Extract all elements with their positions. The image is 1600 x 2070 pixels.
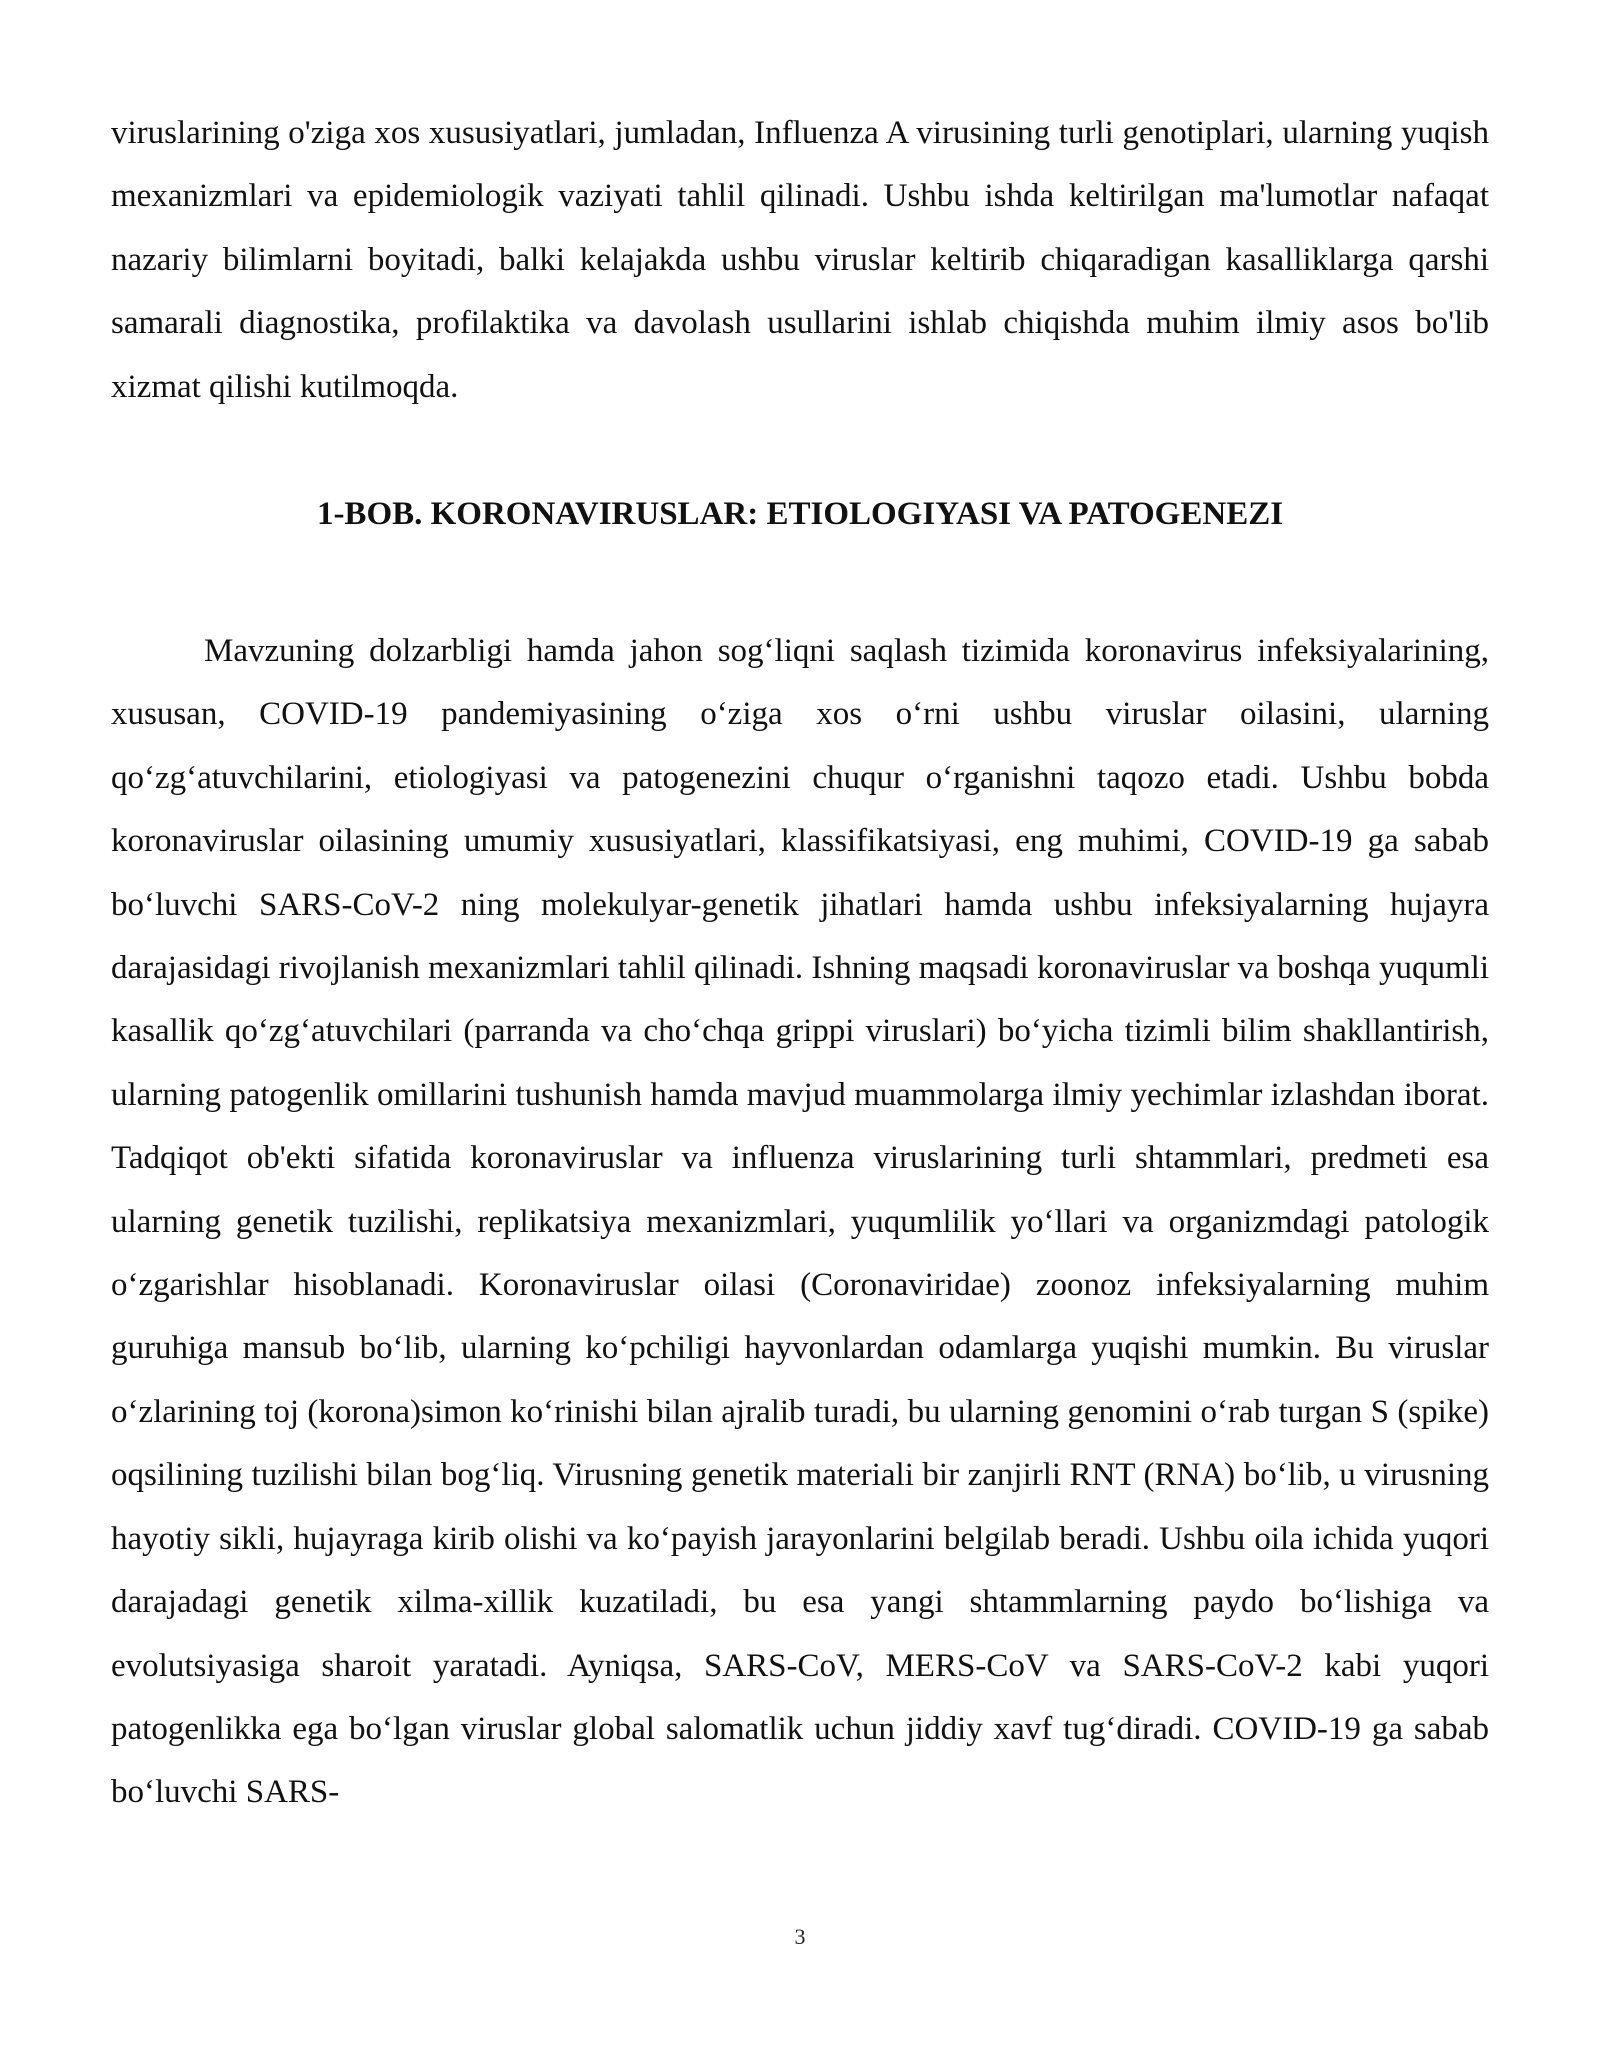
chapter-body-paragraph: Mavzuning dolzarbligi hamda jahon sog‘liqni saqlash tizimida koronavirus infeksiyalarining, xususan, COVID-19 pandemiyasining o‘ziga xos o‘rni ushbu viruslar oilasini, ularning qo‘zg‘atuvchilarini, etiologiyasi va patogenezini chuqur o‘rganishni taqozo etadi. Ushbu bobda koronaviruslar oilasining umumiy xususiyatlari, klassifikatsiyasi, eng muhimi, COVID-19 ga sabab bo‘luvchi SARS-CoV-2 ning molekulyar-genetik jihatlari hamda ushbu infeksiyalarning hujayra darajasidagi rivojlanish mexanizmlari tahlil qilinadi. Ishning maqsadi koronaviruslar va boshqa yuqumli kasallik qo‘zg‘atuvchilari (parranda va cho‘chqa grippi viruslari) bo‘yicha tizimli bilim shakllantirish, ularning patogenlik omillarini tushunish hamda mavjud muammolarga ilmiy yechimlar izlashdan iborat. Tadqiqot ob'ekti sifatida koronaviruslar va influenza viruslarining turli shtammlari, predmeti esa ularning genetik tuzilishi, replikatsiya mexanizmlari, yuqumlilik yo‘llari va organizmdagi patologik o‘zgarishlar hisoblanadi. Koronaviruslar oilasi (Coronaviridae) zoonoz infeksiyalarning muhim guruhiga mansub bo‘lib, ularning ko‘pchiligi hayvonlardan odamlarga yuqishi mumkin. Bu viruslar o‘zlarining toj (korona)simon ko‘rinishi bilan ajralib turadi, bu ularning genomini o‘rab turgan S (spike) oqsilining tuzilishi bilan bog‘liq. Virusning genetik materiali bir zanjirli RNT (RNA) bo‘lib, u virusning hayotiy sikli, hujayraga kirib olishi va ko‘payish jarayonlarini belgilab beradi. Ushbu oila ichida yuqori darajadagi genetik xilma-xillik kuzatiladi, bu esa yangi shtammlarning paydo bo‘lishiga va evolutsiyasiga sharoit yaratadi. Ayniqsa, SARS-CoV, MERS-CoV va SARS-CoV-2 kabi yuqori patogenlikka ega bo‘lgan viruslar global salomatlik uchun jiddiy xavf tug‘diradi. COVID-19 ga sabab bo‘luvchi SARS- [111,633,1489,1811]
intro-paragraph-continuation: viruslarining o'ziga xos xususiyatlari, jumladan, Influenza A virusining turli genotiplari, ularning yuqish mexanizmlari va epidemiologik vaziyati tahlil qilinadi. Ushbu ishda keltirilgan ma'lumotlar nafaqat nazariy bilimlarni boyitadi, balki kelajakda ushbu viruslar keltirib chiqaradigan kasalliklarga qarshi samarali diagnostika, profilaktika va davolash usullarini ishlab chiqishda muhim ilmiy asos bo'lib xizmat qilishi kutilmoqda. [111,115,1489,405]
page-number: 3 [794,1924,806,1949]
chapter-heading: 1-BOB. KORONAVIRUSLAR: ETIOLOGIYASI VA PATOGENEZI [316,496,1284,532]
